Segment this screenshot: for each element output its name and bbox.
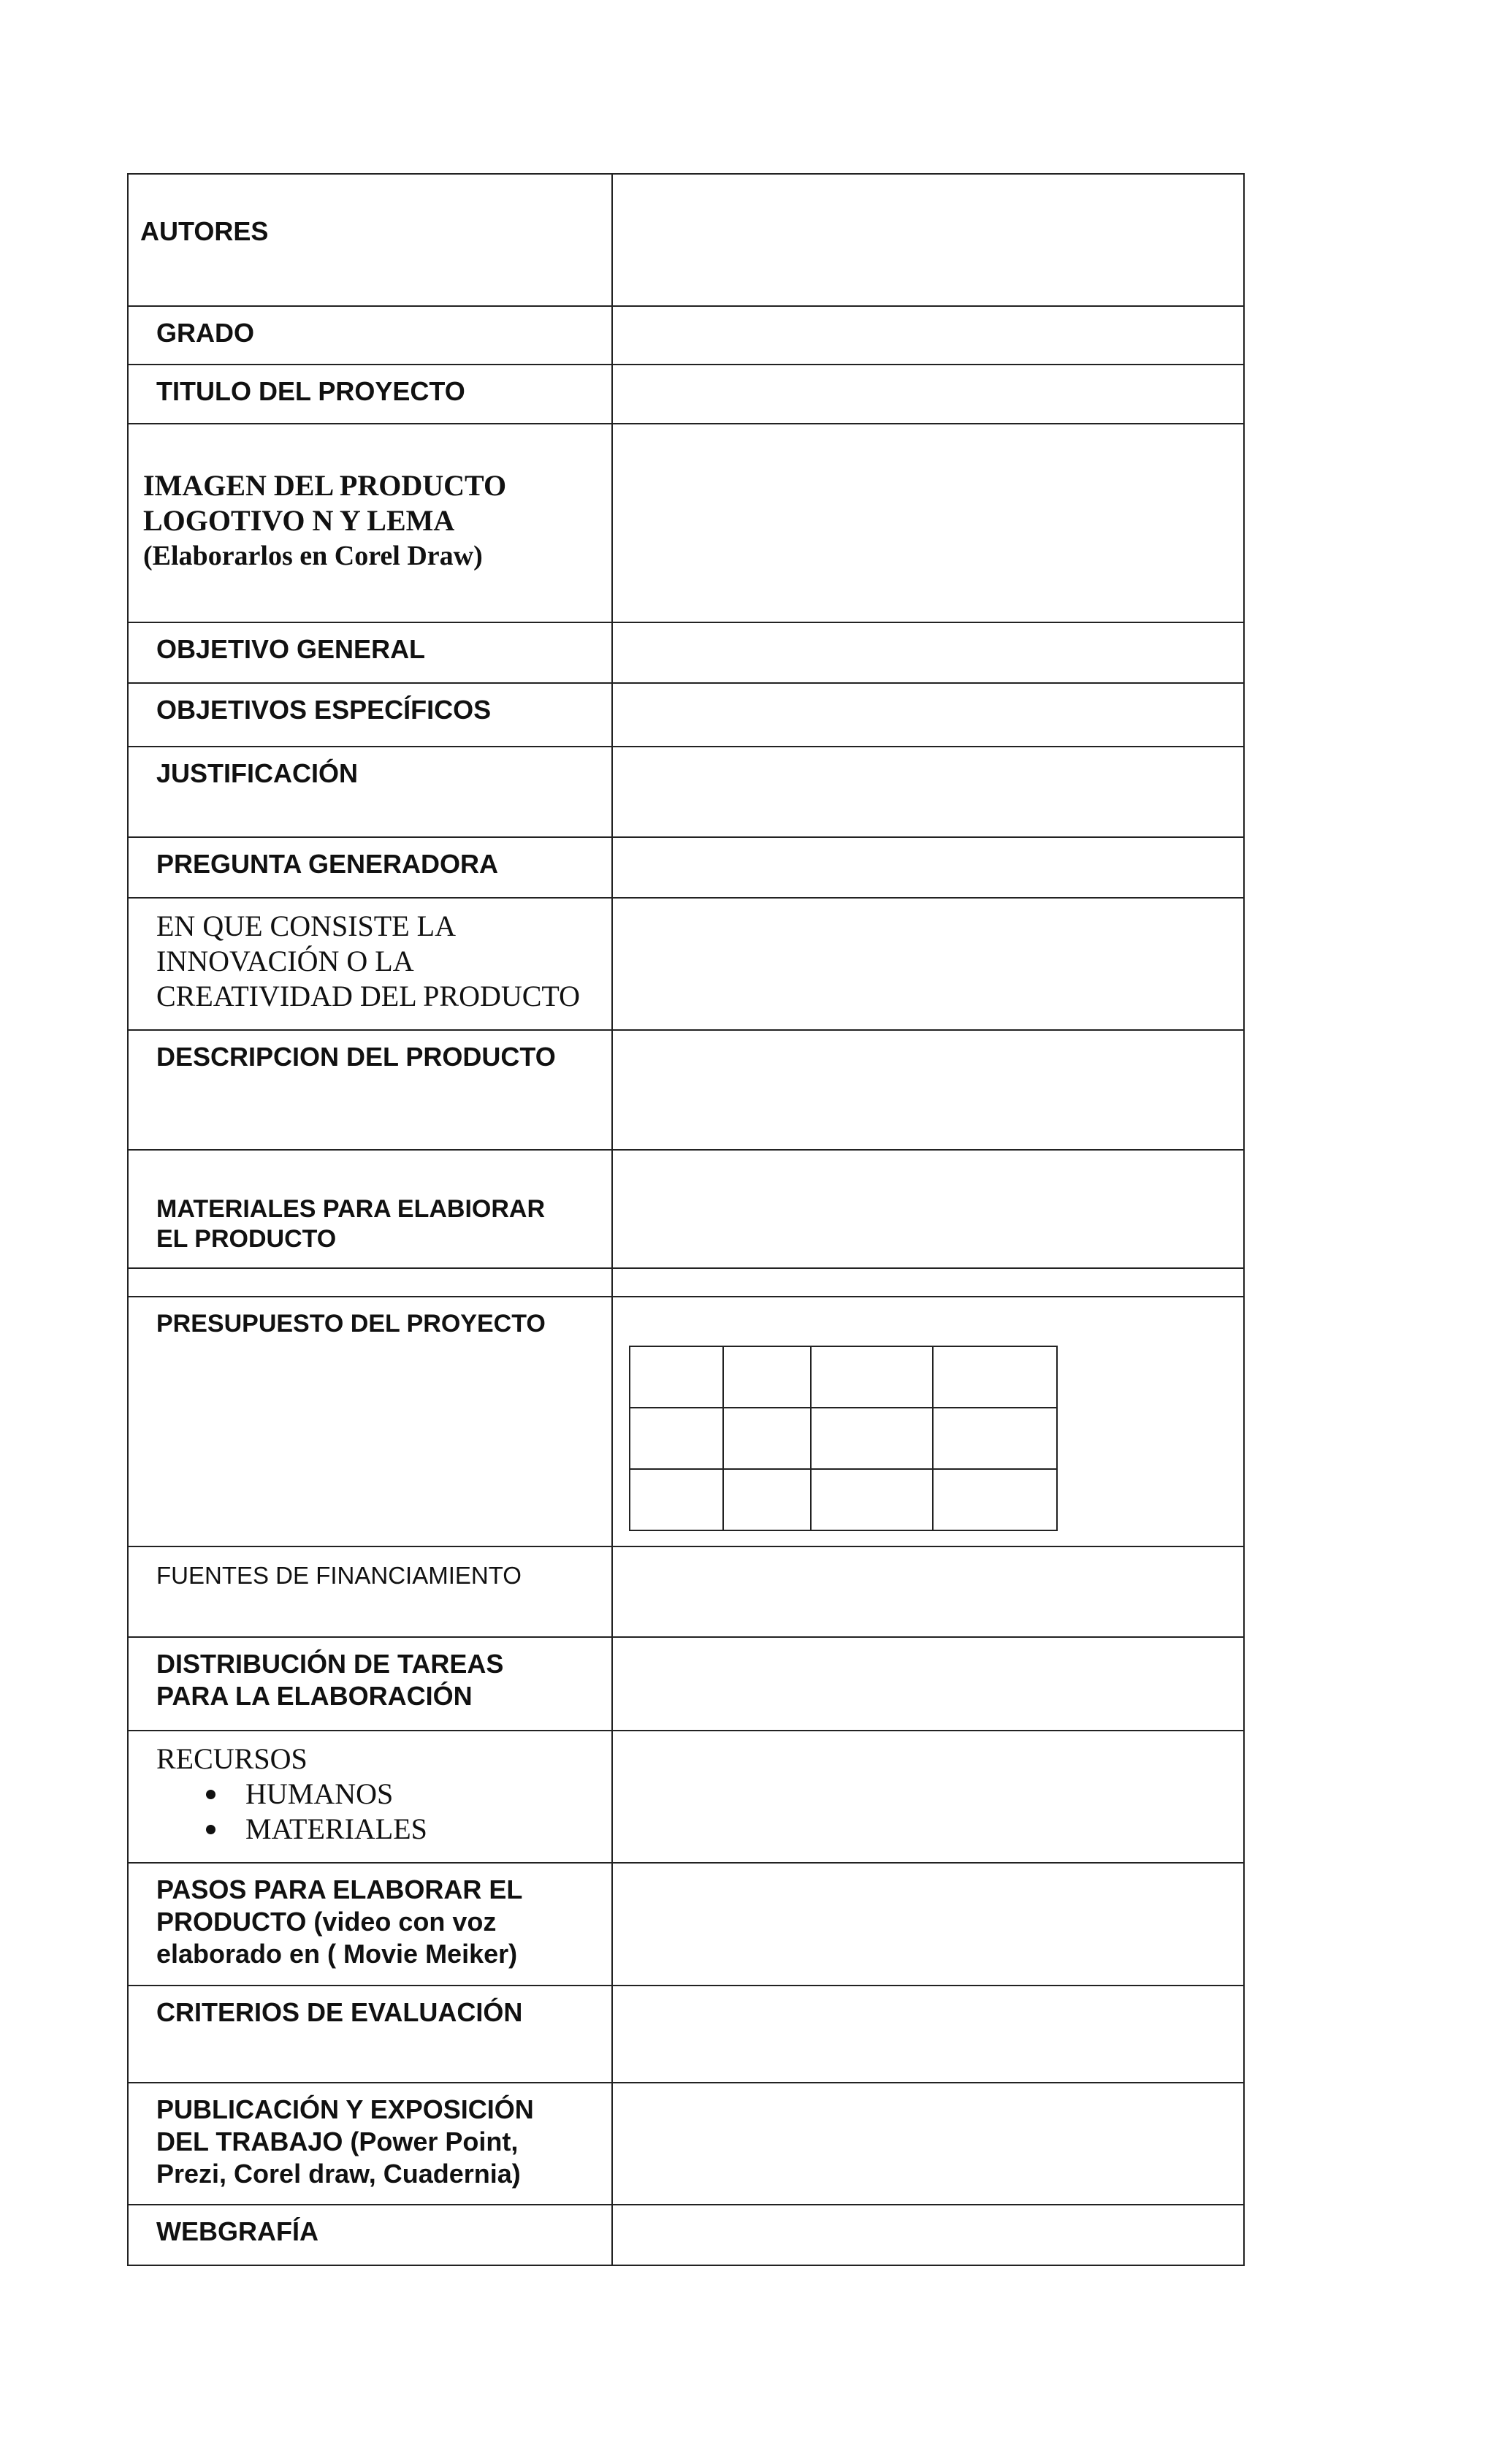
budget-row	[630, 1346, 1057, 1408]
row-objetivos-especificos	[128, 683, 1244, 747]
bullet-icon	[206, 1825, 215, 1834]
project-form-table	[127, 173, 1245, 2266]
label-grado	[128, 306, 612, 365]
presupuesto-label-text: PRESUPUESTO DEL PROYECTO	[156, 1310, 546, 1338]
bullet-icon	[206, 1790, 215, 1799]
grado-label-text: GRADO	[156, 318, 254, 348]
row-justificacion	[128, 747, 1244, 837]
imagen-line3: (Elaborarlos en Corel Draw)	[143, 541, 483, 571]
row-spacer	[128, 1268, 1244, 1297]
imagen-line2: LOGOTIVO N Y LEMA	[143, 504, 455, 537]
recursos-title: RECURSOS	[156, 1742, 308, 1775]
descripcion-label-text: DESCRIPCION DEL PRODUCTO	[156, 1042, 556, 1072]
descripcion-value-cell[interactable]	[612, 1030, 1244, 1150]
row-grado	[128, 306, 1244, 365]
label-titulo	[128, 365, 612, 424]
label-presupuesto	[128, 1297, 612, 1546]
spacer-right-cell	[612, 1268, 1244, 1297]
objetivos-especificos-value-cell[interactable]	[612, 683, 1244, 747]
label-distribucion	[128, 1637, 612, 1731]
budget-cell[interactable]	[723, 1469, 811, 1530]
budget-cell[interactable]	[630, 1346, 723, 1408]
label-pasos	[128, 1863, 612, 1986]
justificacion-label-text: JUSTIFICACIÓN	[156, 758, 359, 788]
pasos-value-cell[interactable]	[612, 1863, 1244, 1986]
publicacion-line3: Prezi, Corel draw, Cuadernia)	[156, 2159, 521, 2189]
budget-cell[interactable]	[811, 1469, 933, 1530]
fuentes-label-text: FUENTES DE FINANCIAMIENTO	[156, 1562, 522, 1589]
pregunta-label-text: PREGUNTA GENERADORA	[156, 849, 499, 879]
objetivo-general-value-cell[interactable]	[612, 622, 1244, 683]
row-recursos	[128, 1731, 1244, 1863]
autores-label-text: AUTORES	[140, 216, 269, 246]
budget-row	[630, 1469, 1057, 1530]
budget-row	[630, 1408, 1057, 1469]
row-presupuesto	[128, 1297, 1244, 1546]
label-descripcion	[128, 1030, 612, 1150]
row-criterios	[128, 1986, 1244, 2083]
label-publicacion	[128, 2083, 612, 2205]
row-fuentes	[128, 1546, 1244, 1637]
spacer-left-cell	[128, 1268, 612, 1297]
innovacion-line1: EN QUE CONSISTE LA	[156, 909, 456, 942]
recursos-item-text: MATERIALES	[245, 1812, 427, 1845]
materiales-line1: MATERIALES PARA ELABIORAR	[156, 1195, 546, 1223]
row-descripcion	[128, 1030, 1244, 1150]
budget-cell[interactable]	[723, 1408, 811, 1469]
label-criterios	[128, 1986, 612, 2083]
label-recursos	[128, 1731, 612, 1863]
recursos-item-text: HUMANOS	[245, 1777, 394, 1810]
label-imagen	[128, 424, 612, 622]
budget-cell[interactable]	[723, 1346, 811, 1408]
pregunta-value-cell[interactable]	[612, 837, 1244, 898]
titulo-label-text: TITULO DEL PROYECTO	[156, 376, 465, 406]
objetivos-especificos-label-text: OBJETIVOS ESPECÍFICOS	[156, 695, 492, 725]
materiales-line2: EL PRODUCTO	[156, 1225, 337, 1253]
webgrafia-label-text: WEBGRAFÍA	[156, 2216, 318, 2246]
distribucion-line2: PARA LA ELABORACIÓN	[156, 1681, 473, 1711]
budget-table	[629, 1346, 1058, 1531]
justificacion-value-cell[interactable]	[612, 747, 1244, 837]
recursos-item	[156, 1812, 601, 1847]
criterios-label-text: CRITERIOS DE EVALUACIÓN	[156, 1997, 523, 2027]
recursos-value-cell[interactable]	[612, 1731, 1244, 1863]
distribucion-value-cell[interactable]	[612, 1637, 1244, 1731]
budget-cell[interactable]	[811, 1346, 933, 1408]
label-materiales	[128, 1150, 612, 1268]
imagen-line1: IMAGEN DEL PRODUCTO	[143, 469, 507, 502]
innovacion-line2: INNOVACIÓN O LA	[156, 945, 414, 977]
row-publicacion	[128, 2083, 1244, 2205]
budget-cell[interactable]	[933, 1408, 1057, 1469]
distribucion-line1: DISTRIBUCIÓN DE TAREAS	[156, 1649, 504, 1679]
titulo-value-cell[interactable]	[612, 365, 1244, 424]
imagen-value-cell[interactable]	[612, 424, 1244, 622]
recursos-item	[156, 1777, 601, 1812]
label-innovacion	[128, 898, 612, 1030]
row-imagen	[128, 424, 1244, 622]
innovacion-line3: CREATIVIDAD DEL PRODUCTO	[156, 980, 580, 1012]
label-justificacion	[128, 747, 612, 837]
pasos-line2: PRODUCTO (video con voz	[156, 1907, 497, 1937]
row-distribucion	[128, 1637, 1244, 1731]
budget-cell[interactable]	[933, 1346, 1057, 1408]
criterios-value-cell[interactable]	[612, 1986, 1244, 2083]
pasos-line3: elaborado en ( Movie Meiker)	[156, 1939, 518, 1969]
recursos-list	[156, 1777, 601, 1847]
label-fuentes	[128, 1546, 612, 1637]
innovacion-value-cell[interactable]	[612, 898, 1244, 1030]
row-pregunta	[128, 837, 1244, 898]
budget-cell[interactable]	[630, 1469, 723, 1530]
publicacion-line2: DEL TRABAJO (Power Point,	[156, 2127, 519, 2156]
row-titulo	[128, 365, 1244, 424]
presupuesto-value-cell	[612, 1297, 1244, 1546]
materiales-value-cell[interactable]	[612, 1150, 1244, 1268]
grado-value-cell[interactable]	[612, 306, 1244, 365]
label-objetivos-especificos	[128, 683, 612, 747]
objetivo-general-label-text: OBJETIVO GENERAL	[156, 634, 426, 664]
budget-cell[interactable]	[630, 1408, 723, 1469]
row-pasos	[128, 1863, 1244, 1986]
row-innovacion	[128, 898, 1244, 1030]
row-autores	[128, 174, 1244, 306]
row-webgrafia	[128, 2205, 1244, 2265]
row-materiales	[128, 1150, 1244, 1268]
label-webgrafia	[128, 2205, 612, 2265]
autores-value-cell[interactable]	[612, 174, 1244, 306]
label-autores	[128, 174, 612, 306]
pasos-line1: PASOS PARA ELABORAR EL	[156, 1874, 523, 1904]
publicacion-value-cell[interactable]	[612, 2083, 1244, 2205]
fuentes-value-cell[interactable]	[612, 1546, 1244, 1637]
budget-table-wrap	[613, 1297, 1243, 1531]
label-pregunta	[128, 837, 612, 898]
publicacion-line1: PUBLICACIÓN Y EXPOSICIÓN	[156, 2094, 534, 2124]
row-objetivo-general	[128, 622, 1244, 683]
budget-cell[interactable]	[811, 1408, 933, 1469]
label-objetivo-general	[128, 622, 612, 683]
budget-cell[interactable]	[933, 1469, 1057, 1530]
webgrafia-value-cell[interactable]	[612, 2205, 1244, 2265]
